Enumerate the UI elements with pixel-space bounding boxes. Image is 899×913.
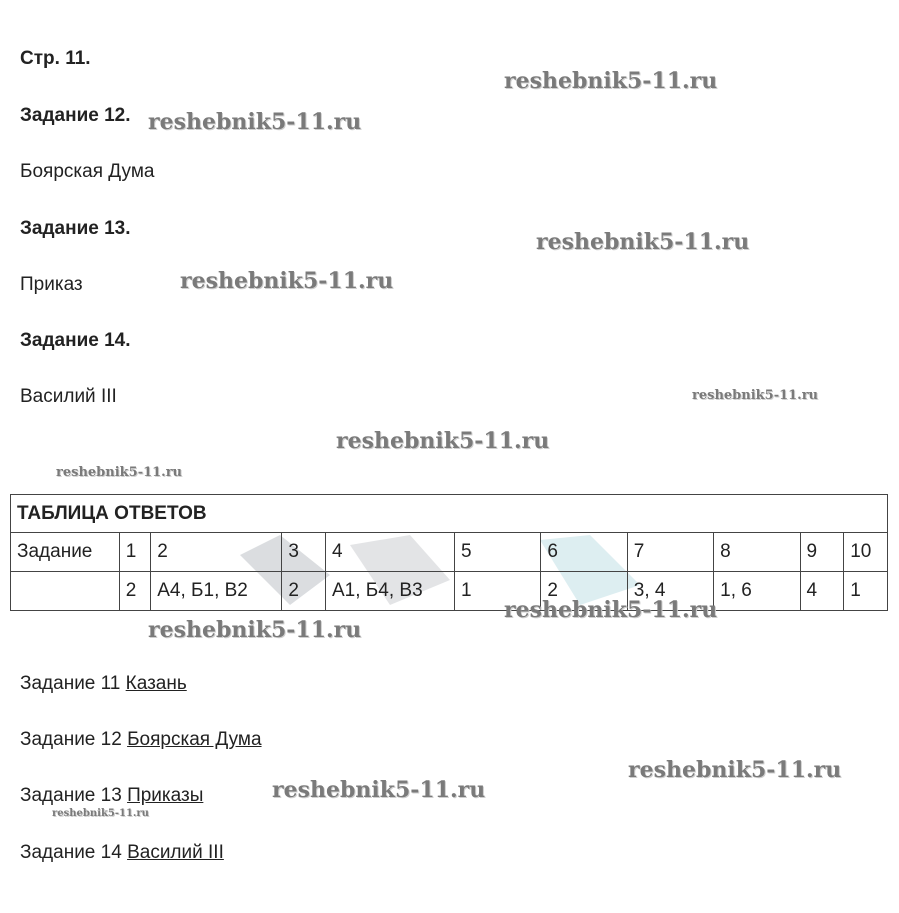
- table-header-cell: 3: [282, 533, 326, 572]
- extra-answer-label: Задание 11: [20, 673, 121, 694]
- table-header-cell: 2: [151, 533, 282, 572]
- watermark: reshebnik5-11.ru: [504, 68, 718, 94]
- table-cell: 1: [455, 572, 541, 611]
- watermark: reshebnik5-11.ru: [52, 808, 149, 819]
- watermark: reshebnik5-11.ru: [536, 229, 750, 255]
- table-header-cell: 10: [844, 533, 888, 572]
- watermark: reshebnik5-11.ru: [148, 109, 362, 135]
- watermark: reshebnik5-11.ru: [628, 757, 842, 783]
- watermark: reshebnik5-11.ru: [504, 597, 718, 623]
- table-header-cell: 5: [455, 533, 541, 572]
- table-cell: 1: [844, 572, 888, 611]
- table-header-cell: 4: [326, 533, 455, 572]
- extra-answer-11: [20, 673, 187, 695]
- table-header-cell: 9: [800, 533, 844, 572]
- watermark: reshebnik5-11.ru: [692, 388, 819, 403]
- extra-answer-label: Задание 13: [20, 785, 122, 806]
- extra-answer-link[interactable]: Боярская Дума: [127, 729, 262, 750]
- table-cell-empty: [11, 572, 120, 611]
- extra-answer-label: Задание 14: [20, 842, 122, 863]
- extra-answer-link[interactable]: Василий III: [127, 842, 224, 863]
- table-cell: А1, Б4, В3: [326, 572, 455, 611]
- table-cell: 2: [282, 572, 326, 611]
- table-cell: 1, 6: [714, 572, 800, 611]
- page-label: Стр. 11.: [20, 48, 91, 69]
- answer-table-caption-row: [11, 495, 888, 533]
- table-cell: 3, 4: [627, 572, 713, 611]
- extra-answer-14: [20, 842, 224, 864]
- table-header-label: Задание: [11, 533, 120, 572]
- watermark: reshebnik5-11.ru: [180, 268, 394, 294]
- extra-answer-link[interactable]: Казань: [125, 673, 187, 694]
- table-cell: 2: [541, 572, 627, 611]
- table-header-cell: 6: [541, 533, 627, 572]
- table-cell: 4: [800, 572, 844, 611]
- extra-answer-13: [20, 785, 203, 807]
- table-cell: А4, Б1, В2: [151, 572, 282, 611]
- task-12-answer: Боярская Дума: [20, 161, 155, 182]
- task-14-heading: Задание 14.: [20, 330, 131, 351]
- watermark: reshebnik5-11.ru: [272, 777, 486, 803]
- table-header-cell: 8: [714, 533, 800, 572]
- extra-answer-link[interactable]: Приказы: [127, 785, 204, 806]
- answer-table-header-row: [11, 533, 888, 572]
- answer-table: [10, 494, 888, 611]
- table-header-cell: 1: [119, 533, 151, 572]
- watermark: reshebnik5-11.ru: [336, 428, 550, 454]
- table-cell: 2: [119, 572, 151, 611]
- task-13-heading: Задание 13.: [20, 218, 131, 239]
- task-13-answer: Приказ: [20, 274, 83, 295]
- answer-table-row: [11, 572, 888, 611]
- table-header-cell: 7: [627, 533, 713, 572]
- watermark: reshebnik5-11.ru: [56, 465, 183, 480]
- answer-table-caption: ТАБЛИЦА ОТВЕТОВ: [11, 495, 888, 533]
- extra-answer-12: [20, 729, 262, 751]
- task-14-answer: Василий III: [20, 386, 117, 407]
- task-12-heading: Задание 12.: [20, 105, 131, 126]
- watermark: reshebnik5-11.ru: [148, 617, 362, 643]
- extra-answer-label: Задание 12: [20, 729, 122, 750]
